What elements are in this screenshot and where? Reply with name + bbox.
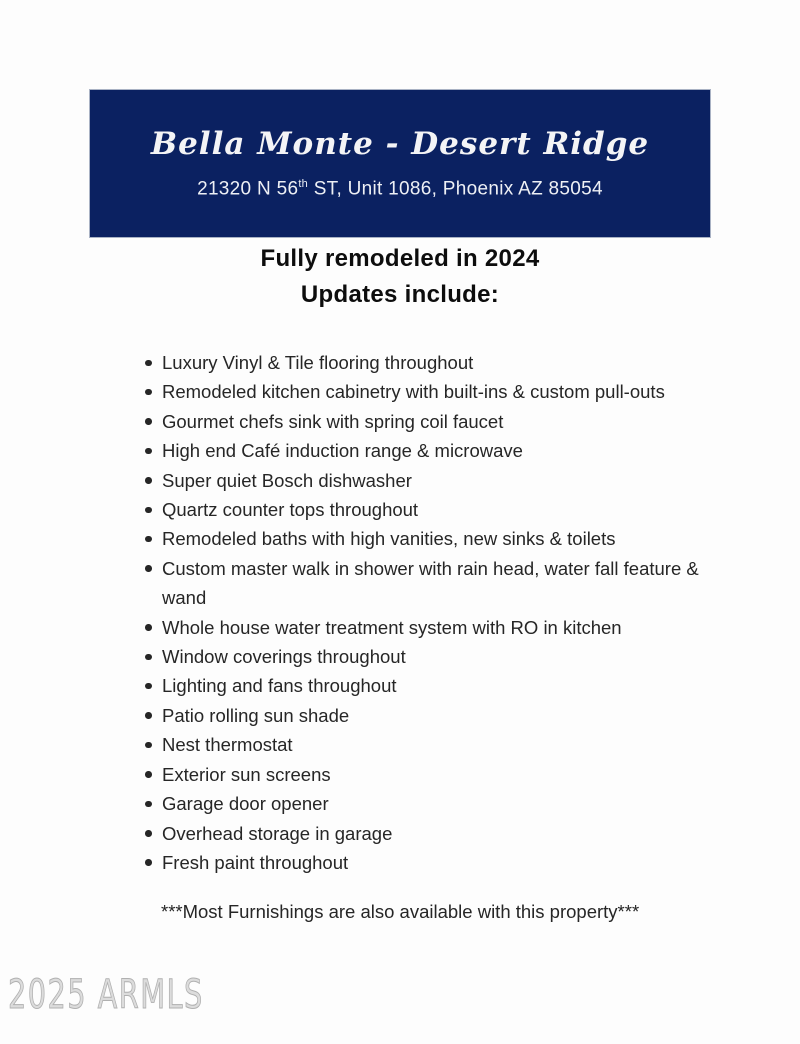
armls-watermark: 2025 ARMLS: [8, 972, 204, 1018]
headline-line1: Fully remodeled in 2024: [260, 245, 540, 272]
list-item: Remodeled baths with high vanities, new sinks & toilets: [162, 524, 714, 553]
list-item: Gourmet chefs sink with spring coil faucet: [162, 407, 714, 436]
community-name: Bella Monte - Desert Ridge: [150, 126, 650, 162]
list-item: Fresh paint throughout: [162, 848, 714, 877]
address-suffix: ST, Unit 1086, Phoenix AZ 85054: [308, 178, 603, 200]
list-item: High end Café induction range & microwave: [162, 436, 714, 465]
list-item: Quartz counter tops throughout: [162, 495, 714, 524]
list-item: Overhead storage in garage: [162, 819, 714, 848]
list-item: Garage door opener: [162, 789, 714, 818]
address-prefix: 21320 N 56: [197, 178, 299, 200]
updates-list: [162, 348, 714, 877]
list-item: Super quiet Bosch dishwasher: [162, 466, 714, 495]
list-item: Patio rolling sun shade: [162, 701, 714, 730]
list-item: Nest thermostat: [162, 730, 714, 759]
list-item: Luxury Vinyl & Tile flooring throughout: [162, 348, 714, 377]
list-item: Lighting and fans throughout: [162, 671, 714, 700]
property-address: [90, 178, 710, 200]
list-item: Window coverings throughout: [162, 642, 714, 671]
address-ordinal-superscript: th: [298, 178, 309, 190]
headline-line2: Updates include:: [300, 281, 500, 308]
header-banner: [89, 89, 711, 238]
furnishings-note: ***Most Furnishings are also available with this property***: [161, 901, 640, 922]
list-item: Custom master walk in shower with rain head, water fall feature & wand: [162, 554, 714, 613]
list-item: Exterior sun screens: [162, 760, 714, 789]
headline: [0, 241, 800, 313]
list-item: Remodeled kitchen cabinetry with built-ins & custom pull-outs: [162, 377, 714, 406]
list-item: Whole house water treatment system with RO in kitchen: [162, 613, 714, 642]
